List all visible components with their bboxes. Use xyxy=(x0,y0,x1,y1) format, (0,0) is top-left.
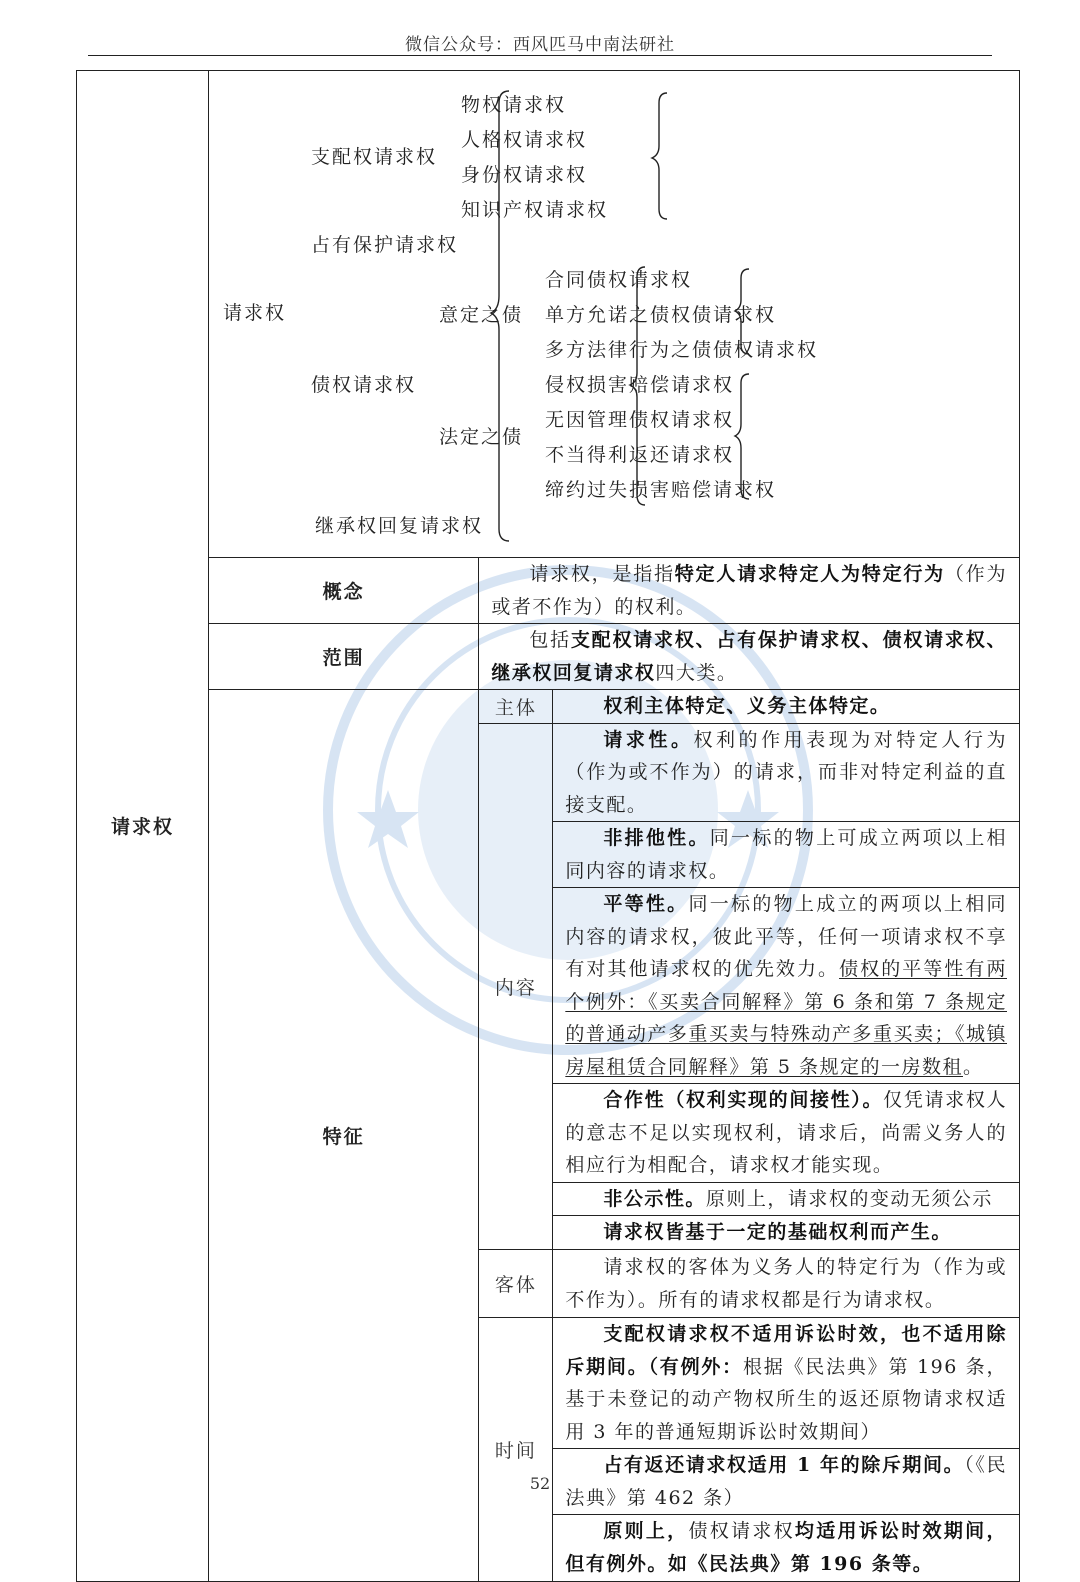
tree-node-jicheng: 继承权回复请求权 xyxy=(315,515,484,537)
subject-cell xyxy=(553,690,1019,723)
object-text: 请求权的客体为义务人的特定行为（作为或不作为）。所有的请求权都是行为请求权。 xyxy=(565,1256,1007,1311)
scope-label: 范围 xyxy=(209,624,479,690)
concept-text: 请求权，是指指特定人请求特定人为特定行为（作为或者不作为）的权利。 xyxy=(491,563,1007,618)
content-row-3-exceptions: 债权的平等性有两个例外：《买卖合同解释》第 6 条和第 7 条规定的普通动产多重买卖与特殊动产多重买卖；《城镇房屋租赁合同解释》第 5 条规定的一房数租 xyxy=(565,958,1007,1078)
tree-root-label: 请求权 xyxy=(223,302,287,324)
tree-leaf: 缔约过失损害赔偿请求权 xyxy=(545,479,777,501)
content-row-4: 合作性（权利实现的间接性）。仅凭请求权人的意志不足以实现权利，请求后，尚需义务人的相应行为相配合，请求权才能实现。 xyxy=(553,1084,1019,1183)
tree-node-fading: 法定之债 xyxy=(439,426,524,448)
concept-cell xyxy=(479,558,1020,624)
time-row-1: 支配权请求权不适用诉讼时效，也不适用除斥期间。（有例外：根据《民法典》第 196 条，基于未登记的动产物权所生的返还原物请求权适用 3 年的普通短期诉讼时效期间） xyxy=(553,1318,1019,1449)
tree-leaf: 身份权请求权 xyxy=(461,164,588,186)
tree-leaf: 多方法律行为之债债权请求权 xyxy=(545,339,819,361)
time-label: 时间 xyxy=(479,1318,553,1581)
tree-leaf: 人格权请求权 xyxy=(461,129,588,151)
tree-node-zhipei: 支配权请求权 xyxy=(311,146,438,168)
time-row-3: 原则上，债权请求权均适用诉讼时效期间，但有例外。如《民法典》第 196 条等。 xyxy=(553,1515,1019,1581)
object-label: 客体 xyxy=(479,1250,553,1318)
subject-label: 主体 xyxy=(479,690,553,723)
subject-text: 权利主体特定、义务主体特定。 xyxy=(603,695,891,717)
tree-cell xyxy=(209,71,1020,558)
tree-leaf: 物权请求权 xyxy=(461,94,567,116)
tree-leaf: 单方允诺之债权债请求权 xyxy=(545,304,777,326)
content-row-3: 平等性。同一标的物上成立的两项以上相同内容的请求权，彼此平等，任何一项请求权不享有对其他请求权的优先效力。债权的平等性有两个例外：《买卖合同解释》第 6 条和第 7 条规定的普通动产多重买卖与特殊动产多重买卖；《城镇房屋租赁合同解释》第 5 条规定的一房数租。 xyxy=(553,888,1019,1084)
content-row-2: 非排他性。同一标的物上可成立两项以上相同内容的请求权。 xyxy=(553,822,1019,888)
tree-leaf: 知识产权请求权 xyxy=(461,199,609,221)
content-row-1: 请求性。权利的作用表现为对特定人行为（作为或不作为）的请求，而非对特定利益的直接支配。 xyxy=(553,723,1019,822)
tree-leaf: 无因管理债权请求权 xyxy=(545,409,735,431)
content-row-6: 请求权皆基于一定的基础权利而产生。 xyxy=(553,1216,1019,1250)
row-title-cell xyxy=(77,71,209,1582)
main-table xyxy=(76,70,1020,1582)
classification-tree xyxy=(209,71,1019,557)
tree-node-zhanyou: 占有保护请求权 xyxy=(311,234,459,256)
features-cell xyxy=(479,690,1020,1582)
content-row-5: 非公示性。原则上，请求权的变动无须公示 xyxy=(553,1182,1019,1216)
page-number: 52 xyxy=(529,1474,551,1493)
concept-label: 概念 xyxy=(209,558,479,624)
time-row-2: 占有返还请求权适用 1 年的除斥期间。（《民法典》第 462 条） xyxy=(553,1449,1019,1515)
tree-node-zhaiquan: 债权请求权 xyxy=(311,374,417,396)
tree-leaf: 侵权损害赔偿请求权 xyxy=(545,374,735,396)
object-cell xyxy=(553,1250,1019,1318)
row-title: 请求权 xyxy=(110,816,174,839)
page-header: 微信公众号：西风匹马中南法研社 xyxy=(405,35,675,55)
features-label: 特征 xyxy=(209,690,479,1582)
content-label: 内容 xyxy=(479,723,553,1250)
tree-leaf: 合同债权请求权 xyxy=(545,269,693,291)
tree-node-yiding: 意定之债 xyxy=(439,304,524,326)
header-rule xyxy=(88,55,992,56)
scope-text: 包括支配权请求权、占有保护请求权、债权请求权、继承权回复请求权四大类。 xyxy=(491,629,1007,684)
scope-cell xyxy=(479,624,1020,690)
features-table xyxy=(479,690,1019,1581)
tree-leaf: 不当得利返还请求权 xyxy=(545,444,735,466)
